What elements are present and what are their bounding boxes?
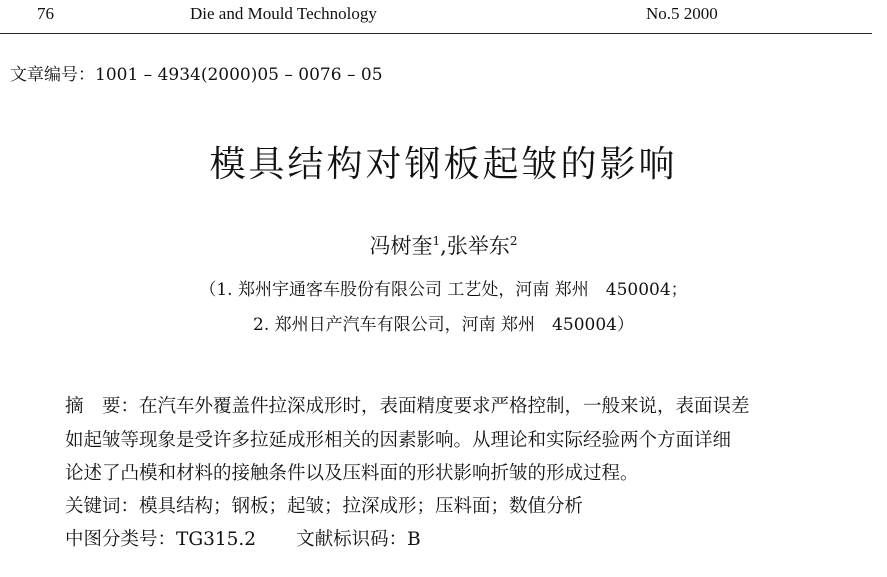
clc-number: 中图分类号：TG315.2 — [65, 529, 257, 550]
author-separator: , — [440, 234, 447, 258]
issue-number: No.5 2000 — [646, 4, 718, 23]
author-name: 冯树奎 — [369, 234, 433, 258]
abstract-line: 如起皱等现象是受许多拉延成形相关的因素影响。从理论和实际经验两个方面详细 — [65, 430, 732, 451]
abstract-line: 论述了凸模和材料的接触条件以及压料面的形状影响折皱的形成过程。 — [65, 463, 639, 484]
article-id: 文章编号：1001 – 4934(2000)05 – 0076 – 05 — [10, 65, 383, 85]
classification-line — [65, 525, 421, 551]
author-name: 张举东 — [446, 234, 510, 258]
author-line — [0, 230, 887, 260]
affiliation-line: 2. 郑州日产汽车有限公司，河南 郑州 450004） — [253, 315, 634, 335]
page-header — [0, 0, 872, 34]
author-superscript: 2 — [509, 234, 518, 248]
page-number: 76 — [37, 4, 54, 23]
keywords-line: 关键词：模具结构；钢板；起皱；拉深成形；压料面；数值分析 — [65, 496, 584, 517]
abstract-line: 摘 要：在汽车外覆盖件拉深成形时，表面精度要求严格控制，一般来说，表面误差 — [65, 396, 750, 417]
article-title: 模具结构对钢板起皱的影响 — [209, 144, 678, 185]
author-superscript: 1 — [432, 234, 441, 248]
document-code: 文献标识码：B — [296, 529, 421, 550]
affiliation-line: （1. 郑州宇通客车股份有限公司 工艺处，河南 郑州 450004； — [199, 280, 688, 300]
journal-name: Die and Mould Technology — [190, 4, 377, 23]
